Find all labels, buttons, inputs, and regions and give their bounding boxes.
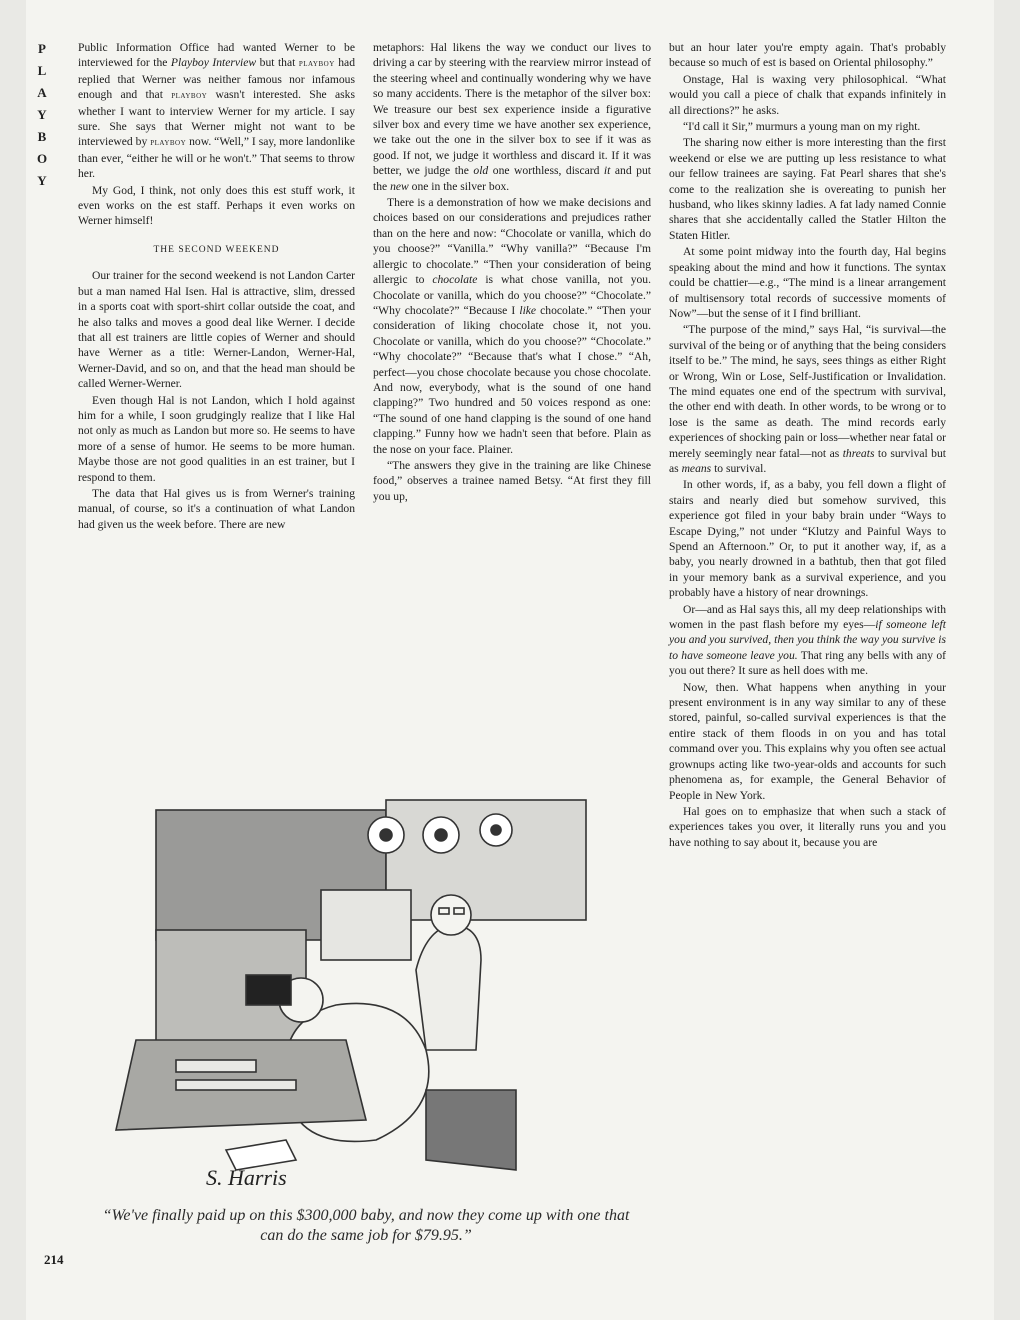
portable-device (246, 975, 291, 1005)
text-run: now. “Well,” I say, more landonlike than ever, “either he will or he won't.” That seems to throw her. (78, 135, 355, 181)
paragraph: Our trainer for the second weekend is not Landon Carter but a man named Hal Isen. Hal is attractive, slim, dressed in a sports coat with sport-shirt collar outside the coat, and he also talks and moves a good deal like Werner. I decide that all est trainers are little copies of Werner and should have Werner as a title: Werner-Landon, Werner-Hal, Werner-David, and so on, and that the head man should be called Werner-Werner. (78, 269, 355, 391)
text-run: is what chose vanilla, not you. Chocolate or vanilla, which do you choose?” “Chocolate.” “Why chocolate?” “Because I (373, 273, 651, 317)
text-column-3 (669, 40, 946, 1270)
text-run: Or—and as Hal says this, all my deep relationships with women in the past flash before my eyes— (669, 602, 946, 632)
paragraph (669, 602, 946, 679)
cartoon-caption: “We've finally paid up on this $300,000 baby, and now they come up with one that can do the same job for $79.95.” (102, 1207, 630, 1244)
paragraph (78, 40, 355, 182)
cartoon-illustration (96, 790, 636, 1198)
text-run: had replied that Werner was neither famous nor infamous enough and that (78, 56, 355, 102)
text-run: Public Information Office had wanted Werner to be interviewed for the (78, 41, 355, 70)
running-head-letter: L (37, 63, 47, 78)
running-head-letter: B (37, 129, 47, 144)
italic-run: new (390, 179, 409, 193)
running-head-letter: A (37, 85, 47, 100)
magazine-name: playboy (150, 137, 187, 149)
page-number: 214 (44, 1252, 64, 1267)
paragraph: Even though Hal is not Landon, which I hold against him for a while, I soon grudgingly realize that I like Hal not only as much as Landon but more so. He seems to have more of a sense of humor. He seems to be more human. Maybe those are not good qualities in an est trainer, but I respond to them. (78, 393, 355, 484)
italic-run: if someone left you and you survived, then you think the way you survive is to have someone leave you. (669, 618, 946, 662)
italic-run: like (519, 303, 537, 317)
scientist-figure (416, 925, 481, 1050)
chair (426, 1090, 516, 1170)
magazine-name: playboy (171, 90, 208, 102)
italic-run: threats (842, 446, 875, 460)
italic-run: old (473, 164, 489, 178)
text-run: but that (256, 56, 299, 70)
paragraph: “I'd call it Sir,” murmurs a young man on my right. (683, 120, 921, 134)
paragraph: Hal goes on to emphasize that when such a stack of experiences takes you over, it literally runs you and you have nothing to say about it, because you are (669, 804, 946, 849)
running-head-letter: O (36, 151, 48, 166)
paragraph: but an hour later you're empty again. That's probably because so much of est is based on Oriental philosophy.” (669, 41, 946, 70)
paragraph: My God, I think, not only does this est stuff work, it even works on the est staff. Perhaps it even works on Werner himself! (78, 183, 355, 228)
paragraph: In other words, if, as a baby, you fell down a flight of stairs and nearly died but somehow survived, this experience got filed in your baby brain under “Ways to Escape Dying,” not under “Klutzy and Painful Ways to Spend an Afternoon.” Or, to put it another way, if, as a baby, you nearly drowned in a bathtub, then that got filed in your memory bank as a survival experience, and you probably have a history of near drownings. (669, 478, 946, 600)
text-run: and put the (373, 164, 651, 193)
text-run: That ring any bells with any of you out there? It sure as hell does with me. (669, 648, 946, 678)
paragraph (669, 322, 946, 476)
artist-signature: S. Harris (206, 1165, 287, 1190)
paragraph: At some point midway into the fourth day, Hal begins speaking about the mind and how it functions. The syntax could be chattier—e.g., “The mind is a linear arrangement of multisensory total records of successive moments of Now”—but the sense of it I find brilliant. (669, 245, 946, 320)
paragraph: The data that Hal gives us is from Werner's training manual, of course, so it's a continuation of what Landon had given us the week before. There are new (78, 486, 355, 531)
paragraph: Now, then. What happens when anything in your present environment is in any way similar to any of these stored, painful, so-called survival experiences is that the entire stack of them floods in on you and has total command over you. This explains why you often see actual grownups acting like two-year-olds and accounts for such phenomena as, for example, the General Behavior of People in New York. (669, 680, 946, 802)
scientist-head (431, 895, 471, 935)
text-run: There is a demonstration of how we make decisions and choices based on our considerations and prejudices rather than on the here and now: “Chocolate or vanilla, which do you choose?” “Vanilla.” “Why vanilla?” “Because I'm allergic to chocolate.” “Then your consideration of being allergic to (373, 196, 651, 287)
running-head-letter: P (38, 41, 46, 56)
running-head-letter: Y (37, 107, 47, 122)
italic-run: it (603, 164, 611, 178)
paragraph: The sharing now either is more interesting than the first weekend or else we are putting up less resistance to what our fellow trainees are saying. Fat Pearl shares that she's come to the realization she is overeating to punish her husband, who likes skinny ladies. A fat lady named Connie shares that she accidentally called the Statler Hilton the Staten Hitler. (669, 136, 946, 242)
text-run: chocolate.” “Then your consideration of liking chocolate chose it, not you. Chocolate or vanilla, which do you choose?” “Chocolate.” “Why chocolate?” “Because that's what I chose.” “Ah, perfect—you chose chocolate because you chose chocolate. And now, everybody, what is the sound of one hand clapping?” Two hundred and 50 voices respond as one: “The sound of one hand clapping is the sound of one hand clapping.” Funny how we hadn't seen that before. Plain as the nose on your face. Plainer. (373, 303, 651, 456)
section-subhead: THE SECOND WEEKEND (153, 244, 280, 255)
control-panel (321, 890, 411, 960)
text-run: “The purpose of the mind,” says Hal, “is survival—the survival of the being or of anything that the being considers itself to be.” The mind, he says, sees things as either Right or Wrong, Win or Lose, Self-Justification or Invalidation. The mind equates one end of the spectrum with survival, the other end with death. In other words, to be wrong or to lose is the same as death. The mind records early experiences of shocking pain or loss—whether near fatal or merely seemingly near fatal—not as (669, 323, 946, 460)
text-column-2 (373, 40, 651, 505)
italic-run: Playboy Interview (170, 56, 257, 70)
text-run: one in the silver box. (408, 179, 510, 193)
italic-run: means (681, 461, 712, 475)
text-column-1 (78, 40, 355, 533)
paragraph: “The answers they give in the training are like Chinese food,” observes a trainee named Betsy. “At first they fill you up, (373, 458, 651, 503)
paragraph (373, 40, 651, 194)
text-run: to survival. (711, 461, 767, 475)
text-run: to survival but as (669, 446, 946, 475)
text-run: wasn't interested. She asks whether I want to interview Werner for my article. I say sure. She says that Werner might not want to be interviewed by (78, 88, 355, 149)
magazine-name: playboy (298, 58, 335, 70)
paragraph (373, 195, 651, 457)
paragraph: Onstage, Hal is waxing very philosophical. “What would you call a piece of chalk that expands infinitely in all directions?” he asks. (669, 72, 946, 117)
running-head-letter: Y (37, 173, 47, 188)
text-run: one worthless, discard (488, 164, 604, 178)
running-head (34, 38, 50, 192)
text-run: metaphors: Hal likens the way we conduct our lives to driving a car by steering with the rearview mirror instead of the steering wheel and continually wondering why we have so many accidents. There is the metaphor of the silver box: We treasure our best sex experience inside a figurative silver box and every time we have another sex experience, we take out the one in the silver box to see if it was as good. If not, we judge it worthless and discard it. If it was better, we judge the (373, 41, 651, 178)
italic-run: chocolate (432, 273, 478, 287)
